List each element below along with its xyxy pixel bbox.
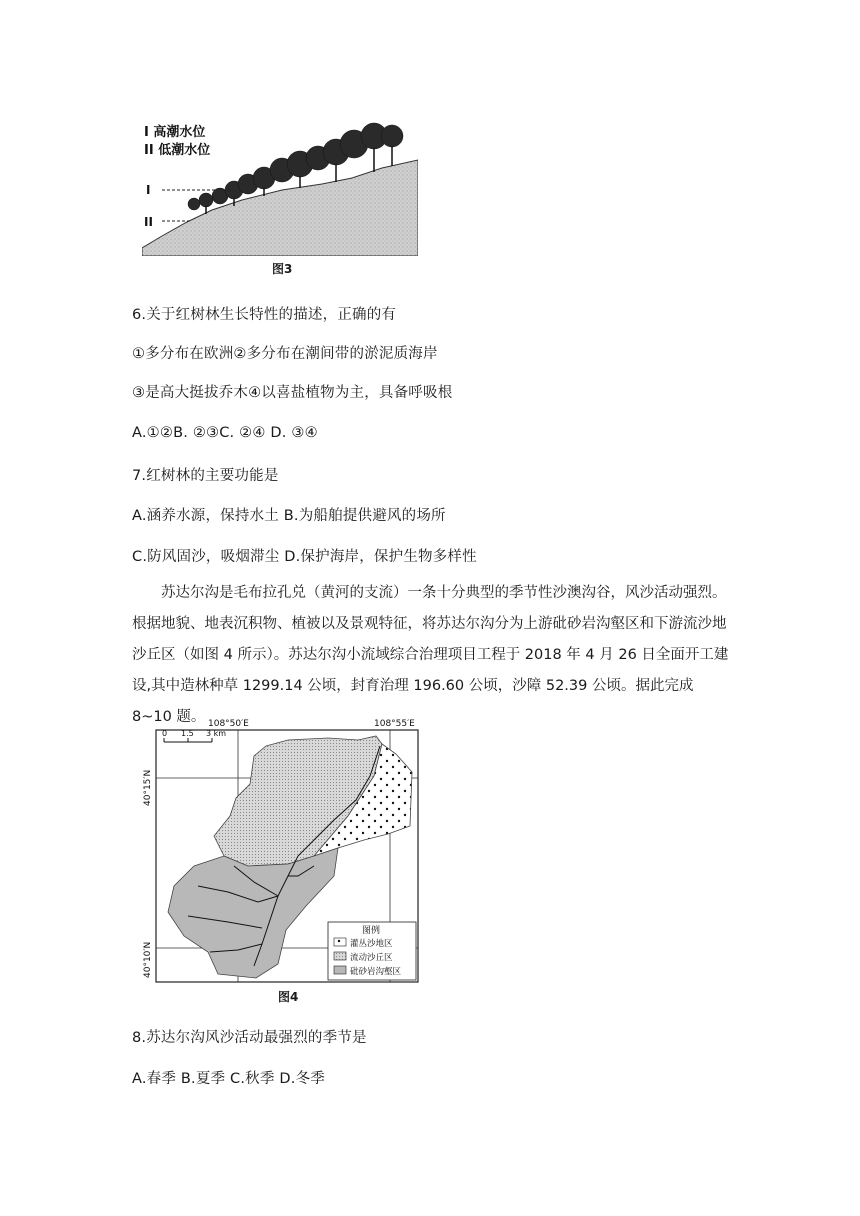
lon-label-2: 108°55′E: [374, 719, 415, 729]
q6-line1: ①多分布在欧洲②多分布在潮间带的淤泥质海岸: [132, 346, 438, 362]
q7-line2: C.防风固沙，吸烟滞尘 D.保护海岸，保护生物多样性: [132, 549, 477, 565]
scale-label-1: 1.5: [181, 729, 194, 738]
figure-3-caption: 图3: [272, 262, 293, 276]
passage: 苏达尔沟是毛布拉孔兑（黄河的支流）一条十分典型的季节性沙澳沟谷，风沙活动强烈。根据地貌、地表沉积物、植被以及景观特征，将苏达尔沟分为上游砒砂岩沟壑区和下游流沙地沙丘区（如图 4 所示）。苏达尔沟小流域综合治理项目工程于 2018 年 4 月 26 日全面开工建设,其中造林种草 1299.14 公顷，封育治理 196.60 公顷，沙障 52.39 公顷。据此完成 8~10 题。: [132, 585, 729, 725]
legend-title: 图例: [362, 926, 381, 936]
q7-line1: A.涵养水源，保持水土 B.为船舶提供避风的场所: [132, 508, 446, 524]
mark-low-water: II: [144, 215, 153, 229]
q7-stem: 7.红树林的主要功能是: [132, 468, 279, 484]
q6-stem: 6.关于红树林生长特性的描述，正确的有: [132, 307, 397, 323]
legend-high-water: I 高潮水位: [144, 125, 206, 140]
figure-3: [142, 118, 418, 256]
figure-4-map: [138, 716, 428, 1006]
figure-4: [138, 716, 428, 1006]
figure-3-drawing: [142, 118, 418, 256]
q8-options: A.春季 B.夏季 C.秋季 D.冬季: [132, 1071, 325, 1087]
mark-high-water: I: [146, 183, 151, 197]
q6-line2: ③是高大挺拔乔木④以喜盐植物为主，具备呼吸根: [132, 385, 453, 401]
legend-low-water: II 低潮水位: [144, 143, 211, 158]
legend-item-shrub: 灌丛沙地区: [350, 939, 393, 949]
legend-item-gully: 砒砂岩沟壑区: [350, 967, 402, 977]
legend-item-dune: 流动沙丘区: [350, 953, 393, 963]
figure-4-caption: 图4: [278, 990, 299, 1004]
lat-label-2: 40°10′N: [143, 941, 153, 978]
q6-options: A.①②B. ②③C. ②④ D. ③④: [132, 425, 318, 441]
lon-label-1: 108°50′E: [208, 719, 249, 729]
q8-stem: 8.苏达尔沟风沙活动最强烈的季节是: [132, 1030, 367, 1046]
lat-label-1: 40°15′N: [143, 769, 153, 806]
scale-label-2: 3 km: [206, 729, 227, 738]
scale-label-0: 0: [162, 729, 168, 738]
